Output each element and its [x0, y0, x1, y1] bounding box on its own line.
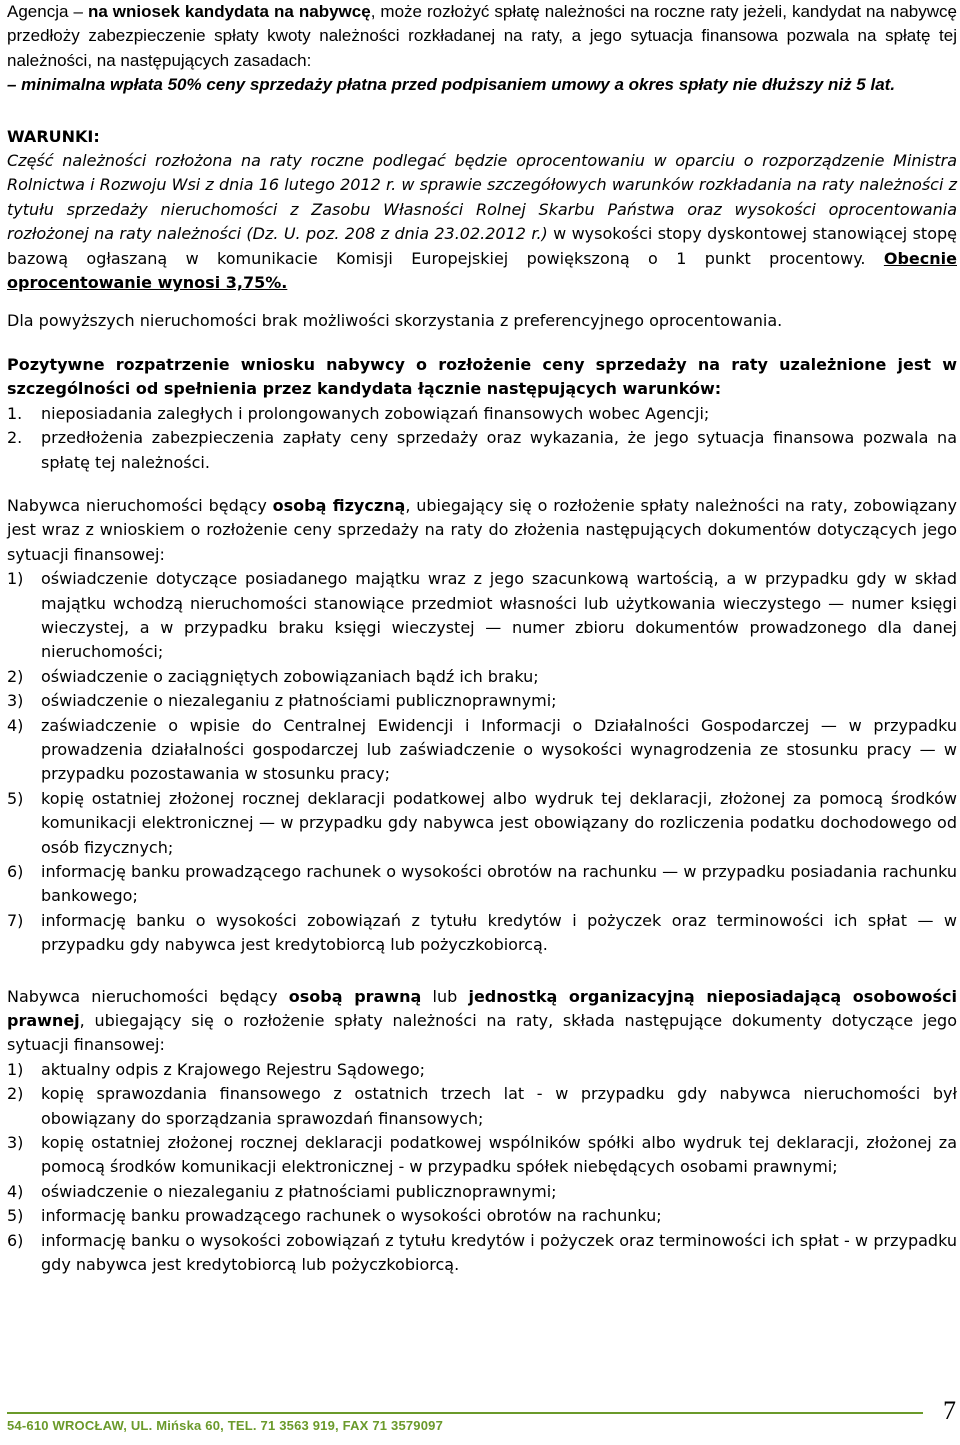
- list-item-text: nieposiadania zaległych i prolongowanych zobowiązań finansowych wobec Agencji;: [41, 403, 710, 423]
- document-page: [7, 0, 957, 1278]
- list-item-number: 4): [7, 715, 24, 735]
- list-item-number: 1): [7, 1059, 24, 1079]
- list-item-text: informację banku prowadzącego rachunek o wysokości obrotów na rachunku — w przypadku posiadania rachunku bankowego;: [41, 862, 957, 906]
- list-item: [7, 426, 957, 475]
- prawna-text-e: , ubiegający się o rozłożenie spłaty należności na raty, składa następujące dokumenty dotyczące jego sytuacji finansowej:: [7, 1011, 957, 1055]
- fizyczna-bold: osobą fizyczną: [272, 495, 406, 515]
- prawna-text-c: lub: [421, 986, 469, 1006]
- list-item: [7, 787, 957, 860]
- page-number: 7: [943, 1396, 956, 1425]
- prawna-list: [7, 1058, 957, 1278]
- list-item-number: 1.: [7, 403, 23, 423]
- list-item-text: zaświadczenie o wpisie do Centralnej Ewidencji i Informacji o Działalności Gospodarczej — w przypadku prowadzenia działalności gospodarczej lub zaświadczenie o wysokości wynagrodzenia ze stosunku pracy — w przypadku pozostawania w stosunku pracy;: [41, 715, 957, 784]
- intro-text-c: , może rozłożyć spłatę należności na roczne raty jeżeli, kandydat na nabywcę przedłoży zabezpieczenie spłaty kwoty należności rozkładanej na raty, a jego sytuacja finansowa pozwala na spłatę tej należności, na następujących zasadach:: [7, 2, 957, 70]
- list-item: [7, 714, 957, 787]
- fizyczna-list: [7, 567, 957, 958]
- list-item: [7, 1229, 957, 1278]
- list-item-text: oświadczenie o niezaleganiu z płatnościami publicznoprawnymi;: [41, 691, 557, 711]
- fizyczna-paragraph: [7, 494, 957, 567]
- list-item-number: 2): [7, 666, 24, 686]
- list-item: [7, 567, 957, 665]
- list-item: [7, 860, 957, 909]
- list-item: [7, 909, 957, 958]
- intro-text-a: Agencja –: [7, 2, 88, 21]
- footer-divider: [7, 1412, 923, 1414]
- warunki-plain: w wysokości stopy dyskontowej stanowiącej stopę bazową ogłaszaną w komunikacie Komisji Europejskiej powiększoną o 1 punkt procentowy.: [7, 224, 957, 268]
- list-item-number: 2): [7, 1084, 24, 1104]
- list-item-text: kopię sprawozdania finansowego z ostatnich trzech lat - w przypadku gdy nabywca nieruchomości był obowiązany do sporządzania sprawozdań finansowych;: [41, 1084, 957, 1128]
- list-item-text: informację banku o wysokości zobowiązań z tytułu kredytów i pożyczek oraz terminowości ich spłat — w przypadku gdy nabywca jest kredytobiorcą lub pożyczkobiorcą.: [41, 910, 957, 955]
- list-item-text: informację banku prowadzącego rachunek o wysokości obrotów na rachunku;: [41, 1206, 662, 1226]
- pozytywne-heading-text: Pozytywne rozpatrzenie wniosku nabywcy o rozłożenie ceny sprzedaży na raty uzależnione jest w szczególności od spełnienia przez kandydata łącznie następujących warunków:: [7, 354, 957, 399]
- list-item-number: 2.: [7, 428, 23, 448]
- list-item-number: 7): [7, 910, 24, 930]
- pozytywne-heading: [7, 353, 957, 402]
- interest-rate-note: Obecnie oprocentowanie wynosi 3,75%.: [7, 248, 957, 293]
- list-item-number: 6): [7, 862, 24, 881]
- list-item: [7, 1131, 957, 1180]
- list-item-text: informację banku o wysokości zobowiązań z tytułu kredytów i pożyczek oraz terminowości ich spłat - w przypadku gdy nabywca jest kredytobiorcą lub pożyczkobiorcą.: [41, 1230, 957, 1275]
- prawna-bold-d: jednostką organizacyjną nieposiadającą osobowości prawnej: [7, 986, 958, 1031]
- list-item-text: kopię ostatniej złożonej rocznej deklaracji podatkowej albo wydruk tej deklaracji, złożonej za pomocą środków komunikacji elektronicznej — w przypadku gdy nabywca jest obowiązany do rozliczenia podatku dochodowego od osób fizycznych;: [41, 788, 957, 857]
- warunki-paragraph: [7, 149, 957, 295]
- list-item-number: 1): [7, 569, 24, 589]
- prawna-bold-b: osobą prawną: [288, 986, 422, 1006]
- list-item-text: oświadczenie o niezaleganiu z płatnościami publicznoprawnymi;: [41, 1181, 557, 1201]
- list-item-number: 3): [7, 691, 24, 711]
- list-item-text: aktualny odpis z Krajowego Rejestru Sądowego;: [41, 1059, 426, 1079]
- prawna-text-a: Nabywca nieruchomości będący: [7, 986, 289, 1006]
- list-item: [7, 1204, 957, 1228]
- list-item: [7, 665, 957, 689]
- minimal-payment-text: – minimalna wpłata 50% ceny sprzedaży płatna przed podpisaniem umowy a okres spłaty nie dłuższy niż 5 lat.: [7, 75, 896, 95]
- fizyczna-text-a: Nabywca nieruchomości będący: [7, 495, 273, 515]
- intro-bold: na wniosek kandydata na nabywcę: [87, 2, 371, 21]
- list-item-text: przedłożenia zabezpieczenia zapłaty ceny sprzedaży oraz wykazania, że jego sytuacja finansowa pozwala na spłatę tej należności.: [41, 428, 957, 472]
- list-item-text: kopię ostatniej złożonej rocznej deklaracji podatkowej wspólników spółki albo wydruk tej deklaracji, złożonej za pomocą środków komunikacji elektronicznej - w przypadku spółek niebędących osobami prawnymi;: [41, 1133, 957, 1177]
- fizyczna-text-c: , ubiegający się o rozłożenie spłaty należności na raty, zobowiązany jest wraz z wnioskiem o rozłożenie ceny sprzedaży na raty do złożenia następujących dokumentów dotyczących jego sytuacji finansowej:: [7, 495, 957, 564]
- warunki-heading: [7, 125, 957, 149]
- list-item: [7, 1180, 957, 1204]
- list-item-number: 4): [7, 1181, 24, 1201]
- no-preference-paragraph: Dla powyższych nieruchomości brak możliwości skorzystania z preferencyjnego oprocentowania.: [7, 311, 783, 331]
- list-item: [7, 689, 957, 713]
- warunki-heading-text: WARUNKI:: [7, 126, 100, 146]
- footer-address: 54-610 WROCŁAW, UL. Mińska 60, TEL. 71 3563 919, FAX 71 3579097: [7, 1418, 444, 1433]
- minimal-payment-rule: [7, 73, 957, 97]
- list-item-text: oświadczenie dotyczące posiadanego majątku wraz z jego szacunkową wartością, a w przypadku gdy w skład majątku wchodzą nieruchomości stanowiące przedmiot własności lub użytkowania wieczystego — numer księgi wieczystej, a w przypadku braku księgi wieczystej — numer zbioru dokumentów prowadzonego dla danej nieruchomości;: [41, 569, 957, 662]
- list-item: [7, 402, 957, 426]
- list-item-number: 6): [7, 1230, 24, 1250]
- list-item-number: 5): [7, 788, 24, 808]
- list-item-number: 5): [7, 1206, 24, 1226]
- list-item: [7, 1082, 957, 1131]
- pozytywne-list: [7, 402, 957, 475]
- list-item-text: oświadczenie o zaciągniętych zobowiązaniach bądź ich braku;: [41, 666, 539, 686]
- prawna-paragraph: [7, 985, 957, 1058]
- warunki-italic: Część należności rozłożona na raty roczne podlegać będzie oprocentowaniu w oparciu o rozporządzenie Ministra Rolnictwa i Rozwoju Wsi z dnia 16 lutego 2012 r. w sprawie szczegółowych warunków rozkładania na raty należności z tytułu sprzedaży nieruchomości z Zasobu Własności Rolnej Skarbu Państwa oraz wysokości oprocentowania rozłożonej na raty należności (Dz. U. poz. 208 z dnia 23.02.2012 r.): [7, 151, 957, 244]
- list-item-number: 3): [7, 1133, 24, 1153]
- intro-paragraph: [7, 0, 957, 73]
- list-item: [7, 1058, 957, 1082]
